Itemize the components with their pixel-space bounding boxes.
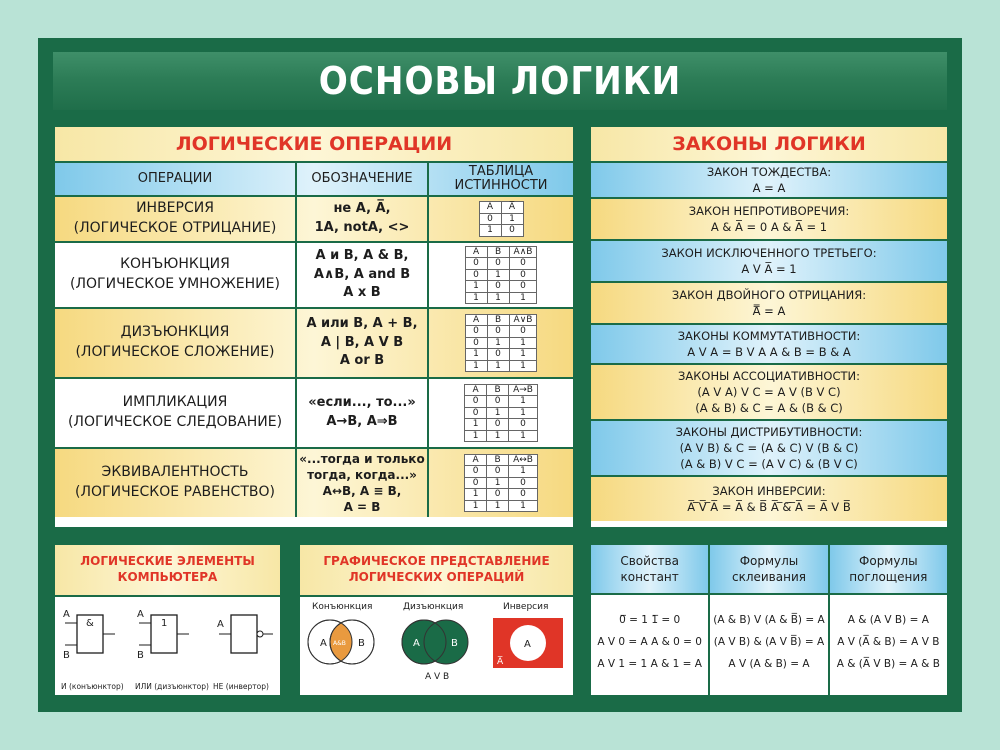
- operation-notation: «...тогда и только тогда, когда...» A↔B, A ≡ B, A = B: [295, 449, 427, 517]
- gluing-formulas: (A & B) V (A & B̅) = A (A V B) & (A V B̅) = A A V (A & B) = A: [710, 593, 827, 695]
- law-associativity: ЗАКОНЫ АССОЦИАТИВНОСТИ: (A V A) V C = A V (B V C) (A & B) & C = A & (B & C): [591, 363, 947, 419]
- operation-notation: A и B, A & B, A∧B, A and B A x B: [295, 243, 427, 307]
- law-inversion: ЗАКОН ИНВЕРСИИ: A̅ ̅V̅ ̅A̅ = A̅ & B̅ A̅ ̅&̅ ̅A̅ = A̅ V B̅: [591, 475, 947, 521]
- header-truth-table: ТАБЛИЦА ИСТИННОСТИ: [427, 163, 573, 195]
- gluing-column: [708, 545, 827, 695]
- truth-table: A B A∧B 0 0 0 0 1 0 1 0 0 1 1 1: [465, 246, 538, 304]
- venn-diagrams: [300, 595, 573, 695]
- logic-gates-diagram: [55, 595, 280, 695]
- truth-table: A B A→B 0 0 1 0 1 1 1 0 0 1 1 1: [464, 384, 538, 442]
- operation-notation: «если..., то...» A→B, A⇒B: [295, 379, 427, 447]
- law-non-contradiction: ЗАКОН НЕПРОТИВОРЕЧИЯ: A & A̅ = 0 A & A̅ = 1: [591, 197, 947, 239]
- operation-row-equivalence: [55, 447, 573, 517]
- constants-column: [591, 545, 708, 695]
- logic-elements-title: ЛОГИЧЕСКИЕ ЭЛЕМЕНТЫ КОМПЬЮТЕРА: [55, 545, 280, 595]
- conjunction-intersection: A&B: [333, 640, 346, 647]
- laws-panel: [591, 127, 947, 527]
- operation-name: ИМПЛИКАЦИЯ (ЛОГИЧЕСКОЕ СЛЕДОВАНИЕ): [67, 394, 283, 430]
- gluing-header: Формулы склеивания: [710, 545, 827, 593]
- absorption-formulas: A & (A V B) = A A V (A̅ & B) = A V B A & (A̅ V B) = A & B: [830, 593, 947, 695]
- truth-table-cell: [427, 379, 573, 447]
- operation-row-conjunction: [55, 241, 573, 307]
- and-gate-symbol: &: [86, 618, 94, 629]
- conjunction-b: B: [358, 638, 365, 649]
- conjunction-venn: [308, 620, 374, 664]
- or-gate-input-a: A: [137, 609, 144, 620]
- or-gate-input-b: B: [137, 650, 144, 661]
- properties-panel: [591, 545, 947, 695]
- constants-header: Свойства констант: [591, 545, 708, 593]
- operations-panel: [55, 127, 573, 527]
- and-gate: [61, 609, 124, 691]
- law-distributivity: ЗАКОНЫ ДИСТРИБУТИВНОСТИ: (A V B) & C = (A & C) V (B & C) (A & B) V C = (A V C) & (B V C): [591, 419, 947, 475]
- operation-row-inversion: [55, 195, 573, 241]
- not-gate-input-a: A: [217, 619, 224, 630]
- disjunction-label: Дизъюнкция: [403, 602, 464, 612]
- disjunction-venn: [402, 620, 468, 682]
- or-gate: [135, 609, 209, 691]
- operation-notation: не A, A̅, 1A, notA, <>: [295, 197, 427, 241]
- operation-row-disjunction: [55, 307, 573, 377]
- truth-table: A B A∨B 0 0 0 0 1 1 1 0 1 1 1 1: [465, 314, 538, 372]
- law-identity: ЗАКОН ТОЖДЕСТВА: A = A: [591, 161, 947, 197]
- absorption-header: Формулы поглощения: [830, 545, 947, 593]
- operation-name: КОНЪЮНКЦИЯ (ЛОГИЧЕСКОЕ УМНОЖЕНИЕ): [70, 256, 280, 292]
- truth-table-cell: [427, 197, 573, 241]
- disjunction-b: B: [451, 638, 458, 649]
- or-gate-symbol: 1: [161, 618, 168, 629]
- absorption-column: [828, 545, 947, 695]
- disjunction-caption: A V B: [425, 672, 450, 682]
- law-excluded-middle: ЗАКОН ИСКЛЮЧЕННОГО ТРЕТЬЕГО: A V A̅ = 1: [591, 239, 947, 281]
- law-double-negation: ЗАКОН ДВОЙНОГО ОТРИЦАНИЯ: A̿ = A: [591, 281, 947, 323]
- constants-formulas: 0̅ = 1 1̅ = 0 A V 0 = A A & 0 = 0 A V 1 = 1 A & 1 = A: [591, 593, 708, 695]
- operations-header-row: [55, 161, 573, 195]
- truth-table-cell: [427, 309, 573, 377]
- and-gate-caption: И (конъюнктор): [61, 682, 124, 691]
- laws-title: ЗАКОНЫ ЛОГИКИ: [591, 127, 947, 161]
- conjunction-label: Конъюнкция: [312, 602, 373, 612]
- or-gate-caption: ИЛИ (дизъюнктор): [135, 682, 209, 691]
- operation-name: ИНВЕРСИЯ (ЛОГИЧЕСКОЕ ОТРИЦАНИЕ): [73, 200, 277, 236]
- poster-title: ОСНОВЫ ЛОГИКИ: [318, 59, 682, 103]
- poster-title-bar: [53, 52, 947, 110]
- not-gate-caption: НЕ (инвертор): [213, 682, 269, 691]
- inversion-a: A: [524, 639, 531, 650]
- header-notation: ОБОЗНАЧЕНИЕ: [295, 163, 427, 195]
- and-gate-input-b: B: [63, 650, 70, 661]
- law-commutativity: ЗАКОНЫ КОММУТАТИВНОСТИ: A V A = B V A A & B = B & A: [591, 323, 947, 363]
- truth-table-cell: [427, 449, 573, 517]
- not-gate: [213, 615, 273, 691]
- logic-elements-panel: [55, 545, 280, 695]
- truth-table: A B A↔B 0 0 1 0 1 0 1 0 0 1 1 1: [464, 454, 538, 512]
- graphical-representation-panel: [300, 545, 573, 695]
- graphical-representation-title: ГРАФИЧЕСКОЕ ПРЕДСТАВЛЕНИЕ ЛОГИЧЕСКИХ ОПЕРАЦИЙ: [300, 545, 573, 595]
- truth-table: A A̅ 0 1 1 0: [479, 201, 524, 236]
- header-operations: ОПЕРАЦИИ: [137, 170, 213, 186]
- operation-row-implication: [55, 377, 573, 447]
- conjunction-a: A: [320, 638, 327, 649]
- operation-notation: A или B, A + B, A | B, A V B A or B: [295, 309, 427, 377]
- disjunction-a: A: [413, 638, 420, 649]
- inversion-not-a: A̅: [497, 657, 504, 667]
- and-gate-input-a: A: [63, 609, 70, 620]
- operations-title: ЛОГИЧЕСКИЕ ОПЕРАЦИИ: [55, 127, 573, 161]
- operation-name: ДИЗЪЮНКЦИЯ (ЛОГИЧЕСКОЕ СЛОЖЕНИЕ): [75, 324, 275, 360]
- operation-name: ЭКВИВАЛЕНТНОСТЬ (ЛОГИЧЕСКОЕ РАВЕНСТВО): [75, 464, 275, 500]
- inversion-label: Инверсия: [503, 602, 549, 612]
- inversion-diagram: [493, 618, 563, 668]
- truth-table-cell: [427, 243, 573, 307]
